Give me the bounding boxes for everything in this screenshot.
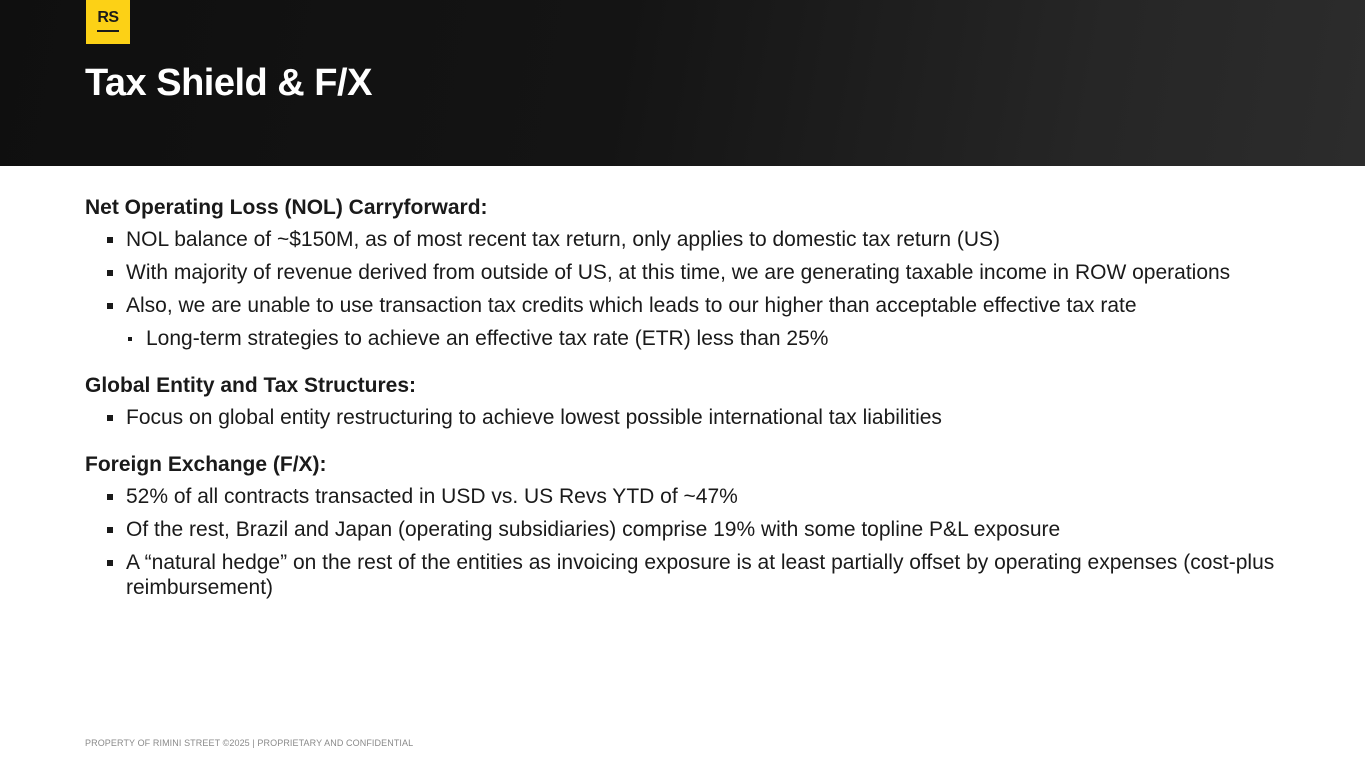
section-heading: Net Operating Loss (NOL) Carryforward: xyxy=(85,196,488,219)
bullet-item: NOL balance of ~$150M, as of most recent tax return, only applies to domestic tax return (US) xyxy=(85,227,1285,252)
company-logo xyxy=(86,0,130,44)
section-nol xyxy=(85,195,1285,351)
bullet-item: With majority of revenue derived from outside of US, at this time, we are generating taxable income in ROW operations xyxy=(85,260,1285,285)
sub-bullet-item: Long-term strategies to achieve an effective tax rate (ETR) less than 25% xyxy=(85,326,1285,351)
slide-content xyxy=(85,195,1285,622)
footer-confidential: PROPERTY OF RIMINI STREET ©2025 | PROPRIETARY AND CONFIDENTIAL xyxy=(85,738,414,748)
bullet-item: Focus on global entity restructuring to achieve lowest possible international tax liabilities xyxy=(85,405,1285,430)
bullet-item: 52% of all contracts transacted in USD vs. US Revs YTD of ~47% xyxy=(85,484,1285,509)
bullet-list xyxy=(85,405,1285,430)
bullet-item: Of the rest, Brazil and Japan (operating subsidiaries) comprise 19% with some topline P&L exposure xyxy=(85,517,1285,542)
section-foreign-exchange xyxy=(85,452,1285,600)
bullet-list xyxy=(85,484,1285,600)
logo-underline xyxy=(97,30,119,32)
logo-text: RS xyxy=(97,9,119,26)
bullet-item: Also, we are unable to use transaction tax credits which leads to our higher than acceptable effective tax rate xyxy=(85,293,1285,318)
bullet-list xyxy=(85,227,1285,351)
bullet-item: A “natural hedge” on the rest of the entities as invoicing exposure is at least partially offset by operating expenses (cost-plus reimbursement) xyxy=(85,550,1285,600)
slide-title: Tax Shield & F/X xyxy=(85,62,372,104)
header-banner xyxy=(0,0,1365,166)
section-heading: Global Entity and Tax Structures: xyxy=(85,374,416,397)
section-heading: Foreign Exchange (F/X): xyxy=(85,453,327,476)
section-global-entity xyxy=(85,373,1285,430)
